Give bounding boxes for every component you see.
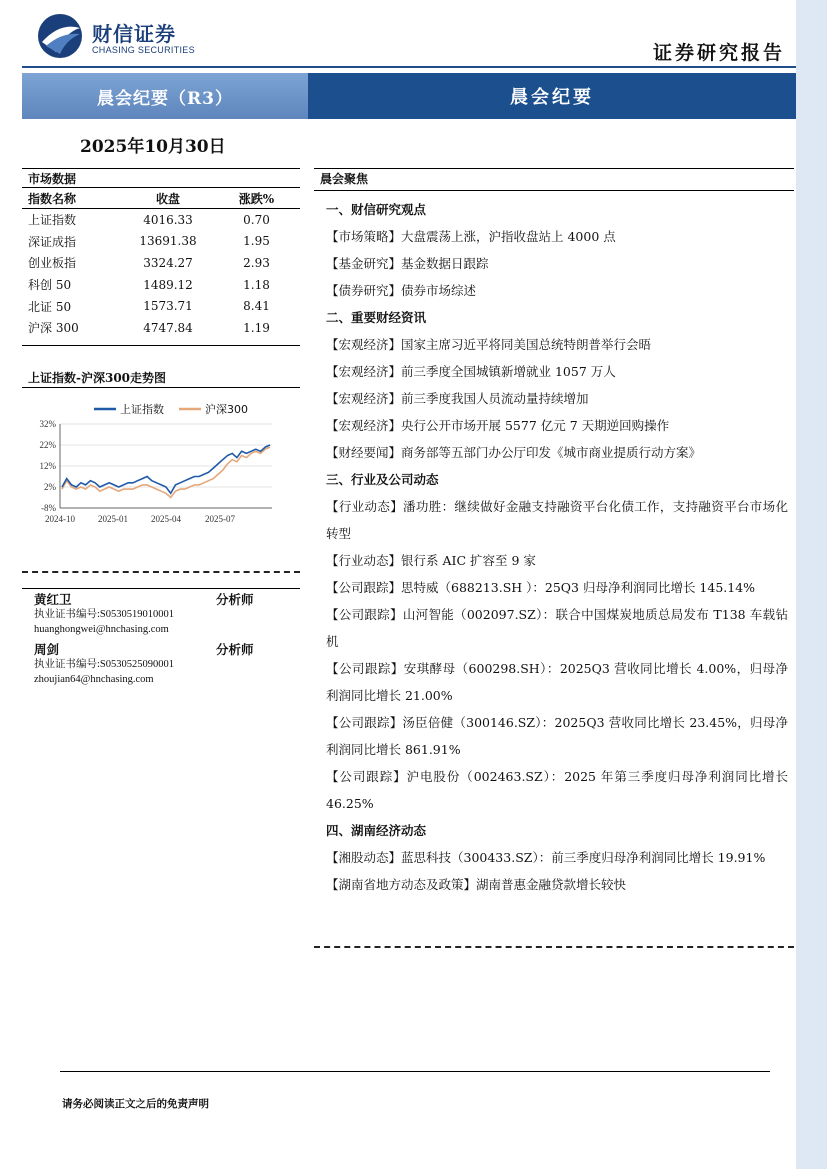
analyst-cert: 执业证书编号:S0530525090001 (34, 659, 175, 670)
table-cell: 上证指数 (28, 213, 77, 228)
legend-label: 沪深300 (205, 403, 248, 416)
news-item[interactable]: 【宏观经济】前三季度全国城镇新增就业 1057 万人 (326, 364, 616, 379)
news-item[interactable]: 【债券研究】债券市场综述 (326, 283, 477, 298)
market-table (22, 188, 300, 339)
table-row (22, 317, 300, 339)
report-type: 证券研究报告 (652, 42, 785, 64)
y-tick-label: 32% (39, 419, 56, 429)
news-head-rule (314, 190, 794, 191)
news-section-title: 晨会聚焦 (314, 168, 794, 188)
x-tick-label: 2025-01 (98, 514, 128, 524)
news-list (326, 196, 788, 898)
analyst-cert: 执业证书编号:S0530519010001 (34, 609, 175, 620)
table-cell: 4016.33 (143, 212, 193, 227)
analyst-role: 分析师 (216, 642, 254, 657)
logo-emblem-icon (36, 12, 86, 60)
news-item[interactable]: 【基金研究】基金数据日跟踪 (326, 256, 489, 271)
table-cell: 深证成指 (28, 234, 77, 249)
header-divider (22, 66, 796, 68)
table-cell: 科创 50 (28, 278, 72, 293)
table-cell: 1573.71 (143, 299, 193, 314)
x-tick-label: 2024-10 (45, 514, 75, 524)
analyst-name: 黄红卫 (34, 592, 72, 607)
brand-name-en: CHASING SECURITIES (92, 45, 195, 55)
table-cell: 8.41 (243, 299, 270, 314)
x-tick-label: 2025-04 (151, 514, 181, 524)
y-tick-label: 22% (39, 440, 56, 450)
news-item[interactable]: 【公司跟踪】安琪酵母（600298.SH）：2025Q3 营收同比增长 4.00%，归母净利润同比增长 21.00% (326, 661, 788, 703)
news-item[interactable]: 【宏观经济】前三季度我国人员流动量持续增加 (326, 391, 589, 406)
market-table-header (22, 188, 300, 209)
table-row (22, 252, 300, 274)
news-item[interactable]: 【公司跟踪】汤臣倍健（300146.SZ）：2025Q3 营收同比增长 23.45%，归母净利润同比增长 861.91% (326, 715, 788, 757)
y-tick-label: 12% (39, 461, 56, 471)
chart-title-rule (22, 387, 300, 388)
disclaimer-note: 请务必阅读正文之后的免责声明 (62, 1098, 209, 1110)
brand-logo (36, 12, 196, 60)
news-item[interactable]: 【公司跟踪】沪电股份（002463.SZ）：2025 年第三季度归母净利润同比增长 46.25% (326, 769, 788, 811)
news-category: 一、财信研究观点 (326, 202, 427, 217)
table-row (22, 274, 300, 296)
analyst-name: 周剑 (34, 642, 60, 657)
analyst-role: 分析师 (216, 592, 254, 607)
news-item[interactable]: 【宏观经济】国家主席习近平将同美国总统特朗普举行会晤 (326, 337, 652, 352)
report-date: 2025年10月30日 (80, 137, 226, 157)
market-section-title: 市场数据 (22, 168, 300, 188)
table-cell: 0.70 (243, 212, 270, 227)
brand-name-cn: 财信证券 (92, 22, 176, 46)
table-cell: 2.93 (243, 255, 270, 270)
col-header: 涨跌% (213, 188, 300, 209)
col-header: 指数名称 (22, 188, 123, 209)
footer-divider (60, 1071, 770, 1072)
table-row (22, 295, 300, 317)
table-bottom-rule (22, 345, 300, 346)
page-side-strip (796, 0, 827, 1169)
news-item[interactable]: 【财经要闻】商务部等五部门办公厅印发《城市商业提质行动方案》 (326, 445, 702, 460)
table-cell: 1.18 (243, 277, 270, 292)
news-item[interactable]: 【公司跟踪】思特威（688213.SH ）：25Q3 归母净利润同比增长 145.14% (326, 580, 756, 595)
analyst-email[interactable]: huanghongwei@hnchasing.com (34, 624, 169, 635)
news-item[interactable]: 【市场策略】大盘震荡上涨，沪指收盘站上 4000 点 (326, 229, 616, 244)
news-item[interactable]: 【宏观经济】央行公开市场开展 5577 亿元 7 天期逆回购操作 (326, 418, 670, 433)
news-item[interactable]: 【湖南省地方动态及政策】湖南普惠金融贷款增长较快 (326, 877, 627, 892)
table-row (22, 231, 300, 253)
table-cell: 1489.12 (143, 277, 193, 292)
analyst-card (34, 642, 274, 687)
analyst-email[interactable]: zhoujian64@hnchasing.com (34, 674, 154, 685)
legend-label: 上证指数 (120, 403, 164, 416)
table-row (22, 209, 300, 231)
analyst-card (34, 592, 274, 637)
table-cell: 4747.84 (143, 320, 193, 335)
news-item[interactable]: 【公司跟踪】山河智能（002097.SZ）：联合中国煤炭地质总局发布 T138 车载钻机 (326, 607, 788, 649)
col-header: 收盘 (123, 188, 213, 209)
news-item[interactable]: 【行业动态】银行系 AIC 扩容至 9 家 (326, 553, 536, 568)
news-item[interactable]: 【湘股动态】蓝思科技（300433.SZ）：前三季度归母净利润同比增长 19.91% (326, 850, 766, 865)
news-category: 二、重要财经资讯 (326, 310, 427, 325)
table-cell: 沪深 300 (28, 321, 79, 336)
x-tick-label: 2025-07 (205, 514, 235, 524)
chart-title: 上证指数-沪深300走势图 (28, 371, 167, 385)
right-dashed-divider (314, 946, 794, 948)
table-cell: 1.19 (243, 320, 270, 335)
left-dashed-divider (22, 571, 300, 573)
news-item[interactable]: 【行业动态】潘功胜：继续做好金融支持融资平台化债工作，支持融资平台市场化转型 (326, 499, 788, 541)
table-cell: 13691.38 (139, 234, 197, 249)
news-category: 四、湖南经济动态 (326, 823, 427, 838)
analyst-divider (22, 588, 300, 589)
table-cell: 北证 50 (28, 299, 72, 314)
banner-right: 晨会纪要 (308, 73, 796, 119)
table-cell: 创业板指 (28, 256, 77, 271)
news-category: 三、行业及公司动态 (326, 472, 439, 487)
table-cell: 1.95 (243, 234, 270, 249)
banner-left: 晨会纪要（R3） (22, 73, 308, 119)
index-trend-chart (22, 398, 300, 538)
y-tick-label: -8% (41, 503, 56, 513)
y-tick-label: 2% (44, 482, 56, 492)
table-cell: 3324.27 (143, 255, 193, 270)
